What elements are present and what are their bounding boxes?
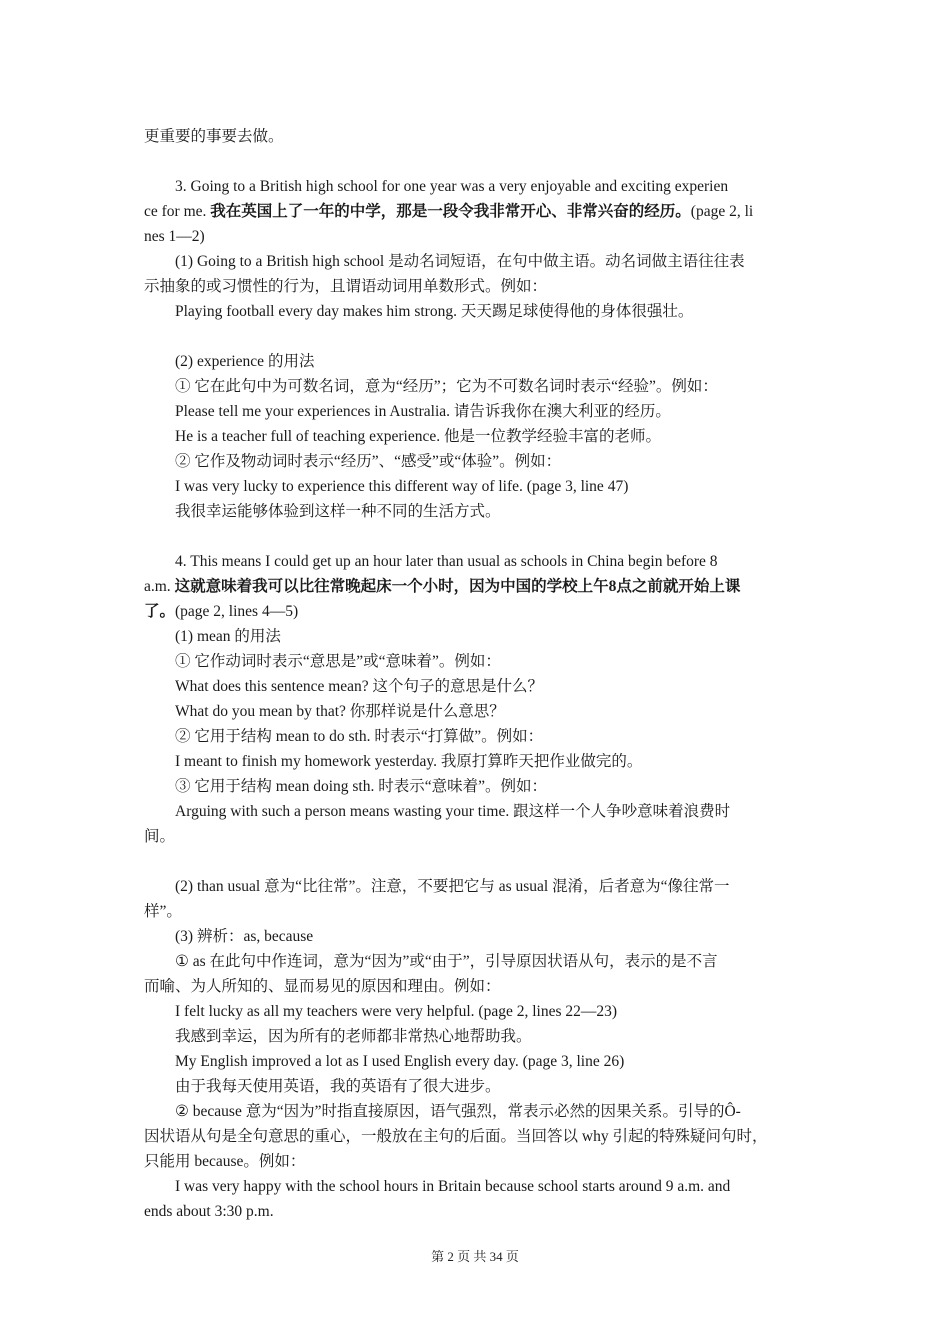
text-line: (2) than usual 意为“比往常”。注意，不要把它与 as usual 混淆，后者意为“像往常一: [175, 878, 730, 895]
text-line: ends about 3:30 p.m.: [144, 1203, 274, 1220]
text-line: ① 它在此句中为可数名词，意为“经历”；它为不可数名词时表示“经验”。例如：: [175, 378, 718, 395]
text-line: Please tell me your experiences in Australia. 请告诉我你在澳大利亚的经历。: [175, 403, 671, 420]
text-line: ① as 在此句中作连词，意为“因为”或“由于”，引导原因状语从句，表示的是不言: [175, 953, 718, 970]
text-line: ② 它作及物动词时表示“经历”、“感受”或“体验”。例如：: [175, 453, 562, 470]
text-line: Playing football every day makes him strong. 天天踢足球使得他的身体很强壮。: [175, 303, 694, 320]
text-line: Arguing with such a person means wasting your time. 跟这样一个人争吵意味着浪费时: [175, 803, 731, 820]
text-line: 我感到幸运，因为所有的老师都非常热心地帮助我。: [175, 1028, 532, 1045]
text-line: ① 它作动词时表示“意思是”或“意味着”。例如：: [175, 653, 501, 670]
text-line: (1) mean 的用法: [175, 628, 281, 645]
text-line: 我很幸运能够体验到这样一种不同的生活方式。: [175, 503, 501, 520]
text-line: What do you mean by that? 你那样说是什么意思？: [175, 703, 505, 720]
text-line: ② 它用于结构 mean to do sth. 时表示“打算做”。例如：: [175, 728, 544, 745]
text-line: (3) 辨析：as, because: [175, 928, 314, 945]
text-line: ② because 意为“因为”时指直接原因，语气强烈，常表示必然的因果关系。引导的Ô-: [175, 1103, 741, 1120]
text-line: 而喻、为人所知的、显而易见的原因和理由。例如：: [144, 978, 501, 995]
text-line: [144, 199, 808, 224]
english-sentence-tail: ce for me.: [144, 203, 211, 220]
text-line: My English improved a lot as I used English every day. (page 3, line 26): [175, 1053, 625, 1070]
text-line: (2) experience 的用法: [175, 353, 315, 370]
text-line: [144, 599, 808, 624]
text-line: 由于我每天使用英语，我的英语有了很大进步。: [175, 1078, 501, 1095]
paragraph-gap: [144, 149, 808, 174]
text-line: 因状语从句是全句意思的重心，一般放在主句的后面。当回答以 why 引起的特殊疑问句时，: [144, 1128, 768, 1145]
text-line: I felt lucky as all my teachers were very helpful. (page 2, lines 22—23): [175, 1003, 618, 1020]
text-line: [144, 574, 808, 599]
text-line: 示抽象的或习惯性的行为，且谓语动词用单数形式。例如：: [144, 278, 548, 295]
text-line: 只能用 because。例如：: [144, 1153, 306, 1170]
text-line: 更重要的事要去做。: [144, 128, 284, 145]
text-line: (1) Going to a British high school 是动名词短语，在句中做主语。动名词做主语往往表: [175, 253, 745, 270]
text-line: 间。: [144, 828, 176, 845]
text-line: I was very happy with the school hours in Britain because school starts around 9 a.m. and: [175, 1178, 731, 1195]
text-line: ③ 它用于结构 mean doing sth. 时表示“意味着”。例如：: [175, 778, 547, 795]
chinese-translation: 我在英国上了一年的中学，那是一段令我非常开心、非常兴奋的经历。: [210, 203, 691, 220]
text-line: What does this sentence mean? 这个句子的意思是什么？: [175, 678, 544, 695]
chinese-translation-tail: 了。: [144, 603, 176, 620]
text-line: 4. This means I could get up an hour later than usual as schools in China begin before 8: [175, 553, 718, 570]
paragraph-gap: [144, 324, 808, 349]
text-line: He is a teacher full of teaching experience. 他是一位教学经验丰富的老师。: [175, 428, 661, 445]
chinese-translation: 这就意味着我可以比往常晚起床一个小时，因为中国的学校上午8点之前就开始上课: [174, 578, 741, 595]
text-line: I meant to finish my homework yesterday. 我原打算昨天把作业做完的。: [175, 753, 643, 770]
page-footer: 第 2 页 共 34 页: [431, 1249, 519, 1264]
page-reference: (page 2, lines 4—5): [175, 603, 299, 620]
text-line: I was very lucky to experience this different way of life. (page 3, line 47): [175, 478, 629, 495]
english-sentence-tail: a.m.: [144, 578, 175, 595]
text-line: 3. Going to a British high school for one year was a very enjoyable and exciting experien: [175, 178, 729, 195]
page-reference: (page 2, li: [690, 203, 754, 220]
paragraph-gap: [144, 524, 808, 549]
document-body: [144, 124, 808, 1224]
paragraph-gap: [144, 849, 808, 874]
text-line: nes 1—2): [144, 228, 205, 245]
text-line: 样”。: [144, 903, 182, 920]
